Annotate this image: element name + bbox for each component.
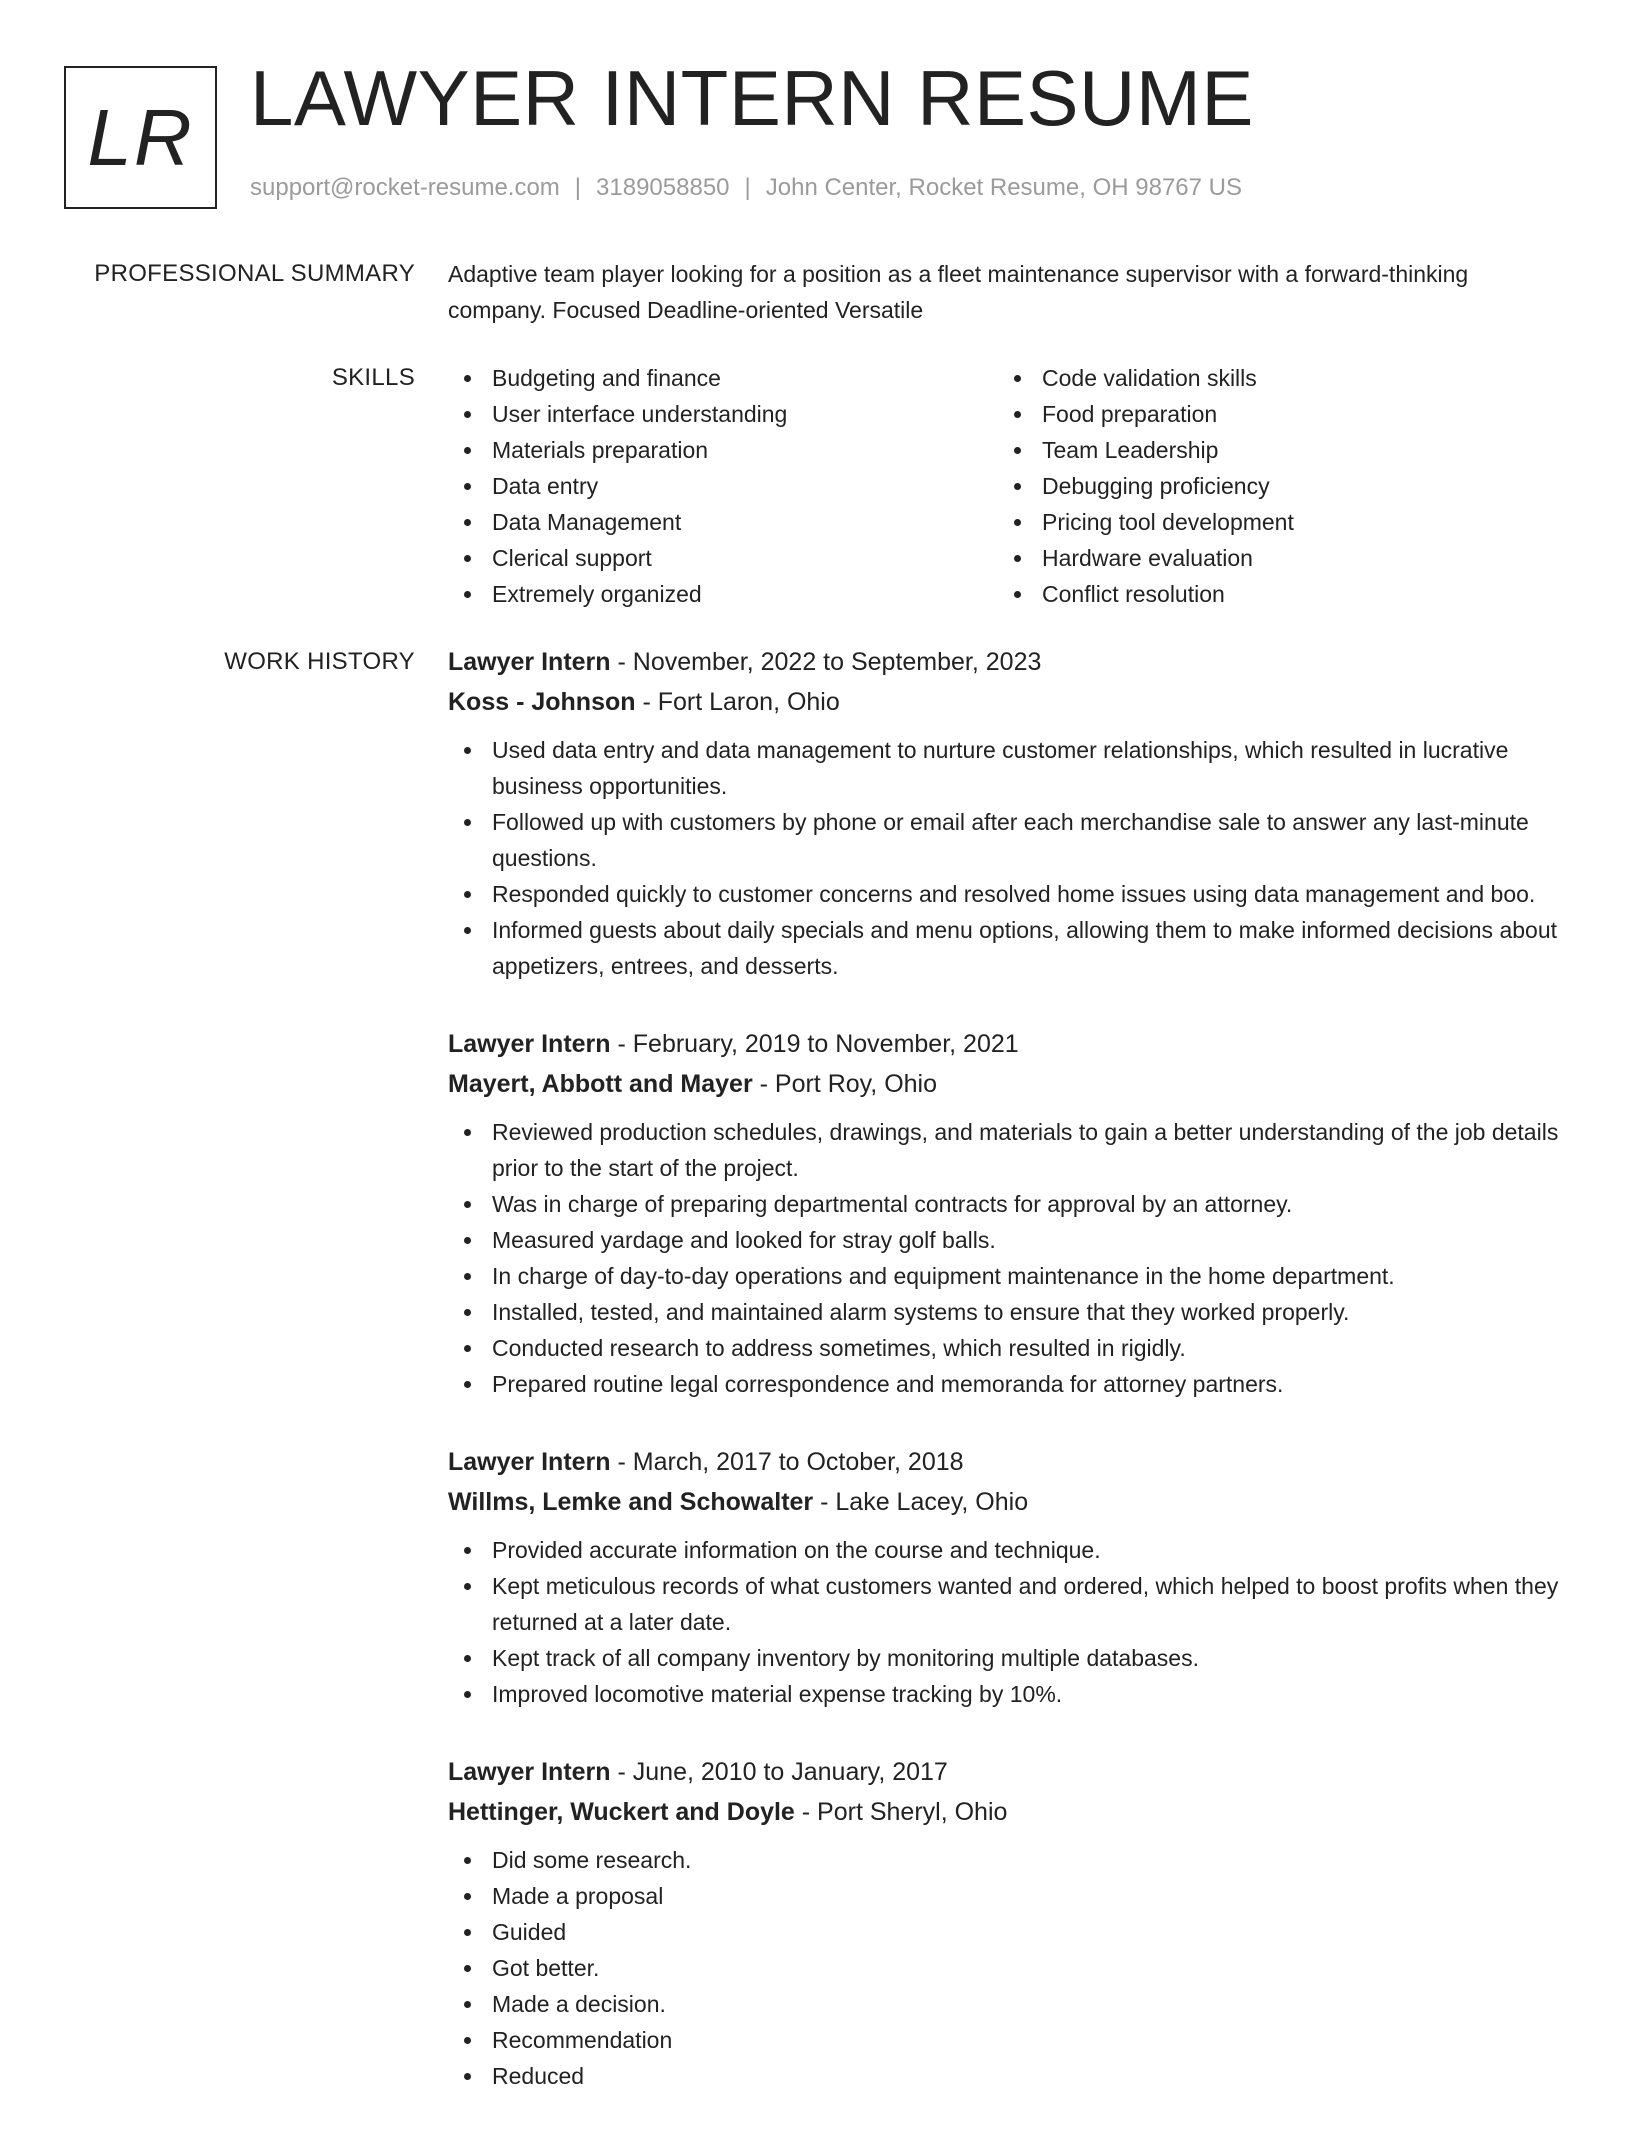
- job-duty-item: Reviewed production schedules, drawings, and materials to gain a better understanding of the job details prior to the start of the project.: [448, 1114, 1568, 1186]
- job-duty-item: Made a proposal: [448, 1878, 1568, 1914]
- skill-item: Pricing tool development: [998, 504, 1548, 540]
- job-dates: - February, 2019 to November, 2021: [610, 1030, 1019, 1058]
- skill-item: Extremely organized: [448, 576, 998, 612]
- job-duty-item: Followed up with customers by phone or email after each merchandise sale to answer any last-minute questions.: [448, 804, 1568, 876]
- skill-item: Data Management: [448, 504, 998, 540]
- job-title-line: [448, 642, 1568, 682]
- skill-item: Hardware evaluation: [998, 540, 1548, 576]
- job-title-line: [448, 1752, 1568, 1792]
- job-duty-item: Conducted research to address sometimes, which resulted in rigidly.: [448, 1330, 1568, 1366]
- job-company: Mayert, Abbott and Mayer: [448, 1070, 753, 1098]
- job-entry: [448, 1442, 1568, 1712]
- monogram-logo: LR: [64, 66, 217, 209]
- summary-heading: PROFESSIONAL SUMMARY: [94, 260, 415, 287]
- skill-item: Debugging proficiency: [998, 468, 1548, 504]
- job-duties-list: [448, 1114, 1568, 1402]
- skill-item: Materials preparation: [448, 432, 998, 468]
- job-dates: - November, 2022 to September, 2023: [610, 648, 1042, 676]
- job-title-line: [448, 1024, 1568, 1064]
- skills-body: [448, 360, 1568, 612]
- job-company-line: [448, 1064, 1568, 1104]
- job-duty-item: Responded quickly to customer concerns and resolved home issues using data management and boo.: [448, 876, 1568, 912]
- job-duty-item: Used data entry and data management to nurture customer relationships, which resulted in lucrative business opportunities.: [448, 732, 1568, 804]
- job-company-line: [448, 1792, 1568, 1832]
- work-history-body: [448, 642, 1568, 2134]
- job-company: Willms, Lemke and Schowalter: [448, 1488, 814, 1516]
- job-duty-item: Reduced: [448, 2058, 1568, 2094]
- contact-separator: |: [574, 174, 582, 201]
- job-duties-list: [448, 1842, 1568, 2094]
- job-location: - Port Sheryl, Ohio: [794, 1798, 1008, 1826]
- skills-heading: SKILLS: [331, 364, 415, 391]
- job-title: Lawyer Intern: [448, 1758, 611, 1786]
- job-location: - Port Roy, Ohio: [752, 1070, 938, 1098]
- job-title: Lawyer Intern: [448, 648, 611, 676]
- skill-item: User interface understanding: [448, 396, 998, 432]
- job-duty-item: Did some research.: [448, 1842, 1568, 1878]
- job-duty-item: Made a decision.: [448, 1986, 1568, 2022]
- job-dates: - June, 2010 to January, 2017: [610, 1758, 948, 1786]
- job-duty-item: Recommendation: [448, 2022, 1568, 2058]
- job-duties-list: [448, 732, 1568, 984]
- job-entry: [448, 642, 1568, 984]
- skill-item: Conflict resolution: [998, 576, 1548, 612]
- job-duties-list: [448, 1532, 1568, 1712]
- job-duty-item: Kept track of all company inventory by monitoring multiple databases.: [448, 1640, 1568, 1676]
- contact-phone[interactable]: 3189058850: [596, 174, 730, 201]
- job-duty-item: Kept meticulous records of what customers wanted and ordered, which helped to boost profits when they returned at a later date.: [448, 1568, 1568, 1640]
- job-duty-item: Was in charge of preparing departmental contracts for approval by an attorney.: [448, 1186, 1568, 1222]
- skill-item: Budgeting and finance: [448, 360, 998, 396]
- skill-item: Data entry: [448, 468, 998, 504]
- job-location: - Fort Laron, Ohio: [635, 688, 840, 716]
- job-duty-item: Guided: [448, 1914, 1568, 1950]
- job-dates: - March, 2017 to October, 2018: [610, 1448, 964, 1476]
- job-duty-item: Provided accurate information on the course and technique.: [448, 1532, 1568, 1568]
- job-duty-item: Prepared routine legal correspondence and memoranda for attorney partners.: [448, 1366, 1568, 1402]
- job-company: Hettinger, Wuckert and Doyle: [448, 1798, 795, 1826]
- skill-item: Clerical support: [448, 540, 998, 576]
- contact-line: [250, 174, 1242, 202]
- job-duty-item: In charge of day-to-day operations and equipment maintenance in the home department.: [448, 1258, 1568, 1294]
- job-entry: [448, 1752, 1568, 2094]
- contact-email[interactable]: support@rocket-resume.com: [250, 174, 560, 201]
- job-title: Lawyer Intern: [448, 1448, 611, 1476]
- contact-separator: |: [744, 174, 751, 201]
- job-location: - Lake Lacey, Ohio: [813, 1488, 1029, 1516]
- job-title-line: [448, 1442, 1568, 1482]
- skill-item: Code validation skills: [998, 360, 1548, 396]
- skill-item: Team Leadership: [998, 432, 1548, 468]
- skills-column-1: [448, 360, 998, 612]
- job-title: Lawyer Intern: [448, 1030, 611, 1058]
- resume-title: LAWYER INTERN RESUME: [250, 54, 1254, 142]
- work-history-heading: WORK HISTORY: [224, 648, 415, 675]
- job-duty-item: Installed, tested, and maintained alarm systems to ensure that they worked properly.: [448, 1294, 1568, 1330]
- job-duty-item: Measured yardage and looked for stray golf balls.: [448, 1222, 1568, 1258]
- job-duty-item: Got better.: [448, 1950, 1568, 1986]
- skill-item: Food preparation: [998, 396, 1548, 432]
- job-company: Koss - Johnson: [448, 688, 636, 716]
- job-duty-item: Improved locomotive material expense tracking by 10%.: [448, 1676, 1568, 1712]
- summary-text: Adaptive team player looking for a position as a fleet maintenance supervisor with a forward-thinking company. Focused Deadline-oriented Versatile: [448, 261, 1469, 323]
- summary-body: [448, 256, 1568, 328]
- job-company-line: [448, 1482, 1568, 1522]
- job-duty-item: Informed guests about daily specials and menu options, allowing them to make informed decisions about appetizers, entrees, and desserts.: [448, 912, 1568, 984]
- job-company-line: [448, 682, 1568, 722]
- skills-column-2: [998, 360, 1548, 612]
- contact-address: John Center, Rocket Resume, OH 98767 US: [765, 174, 1242, 201]
- job-entry: [448, 1024, 1568, 1402]
